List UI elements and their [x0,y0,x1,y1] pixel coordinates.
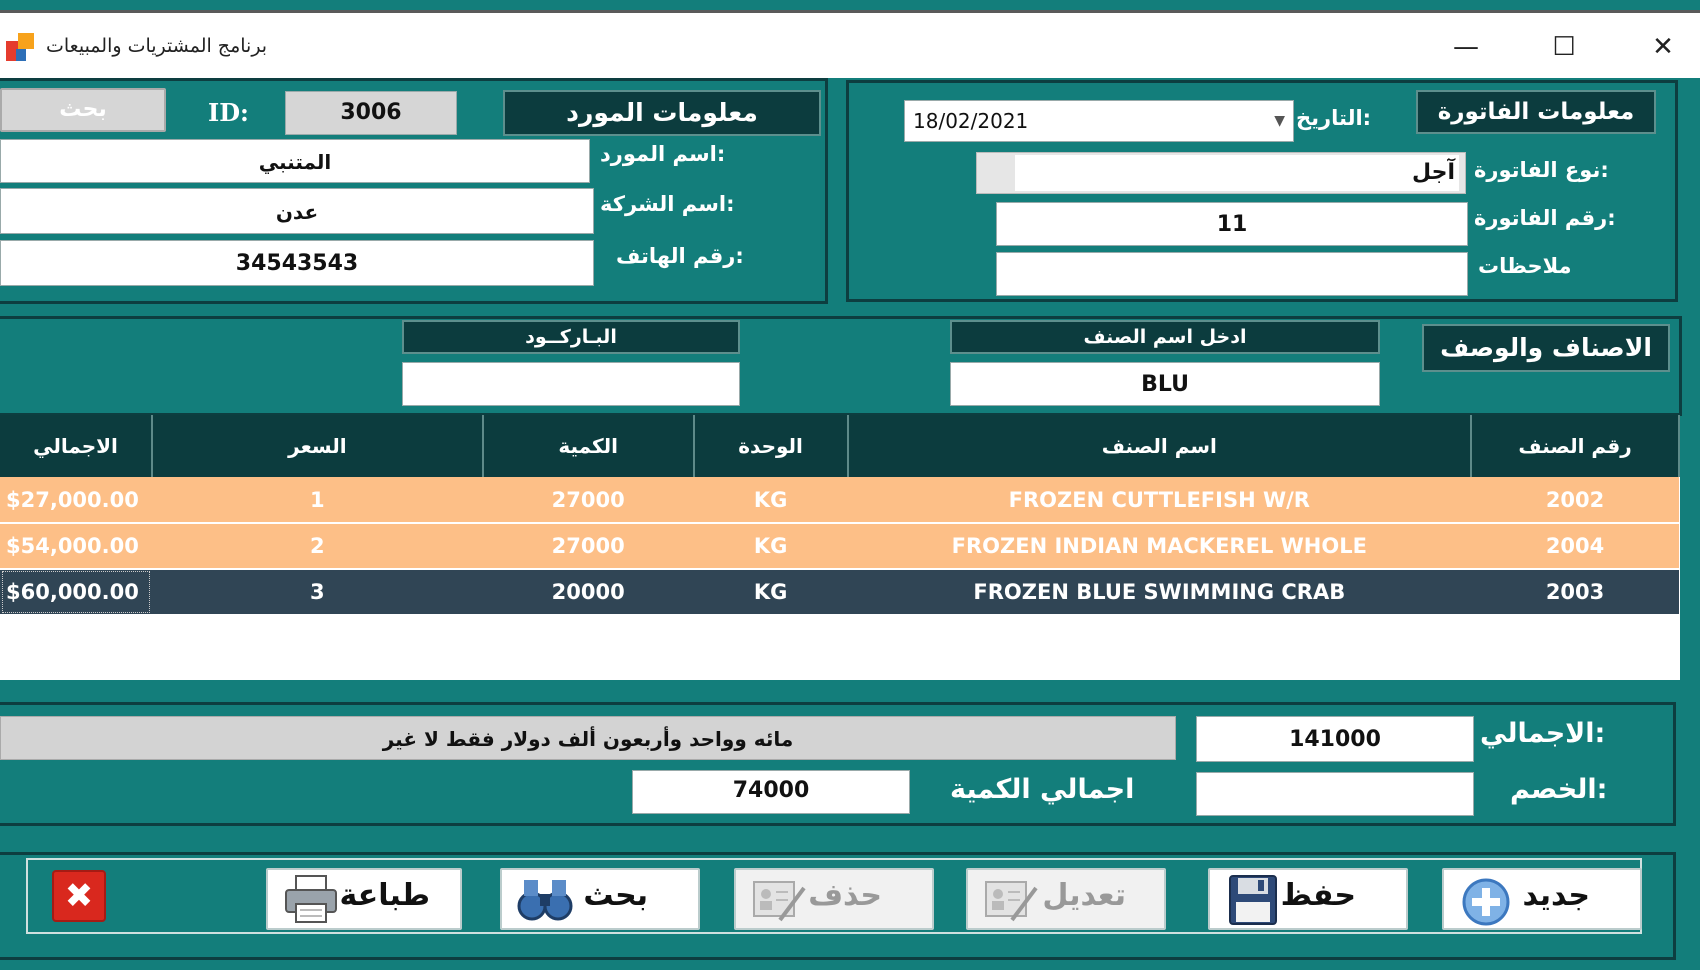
company-name-label: :اسم الشركة [600,192,735,216]
app-icon [4,31,38,65]
invoice-type-select[interactable] [976,152,1466,194]
cell-item-name: FROZEN BLUE SWIMMING CRAB [848,569,1472,615]
edit-card-icon [750,874,808,926]
close-icon: ✖ [64,876,94,916]
invoice-header: معلومات الفاتورة [1416,90,1656,134]
supplier-name-label: :اسم المورد [600,142,726,166]
cell-item-code: 2003 [1471,569,1679,615]
total-label: :الاجمالي [1480,718,1606,749]
supplier-header: معلومات المورد [503,90,821,136]
window-title: برنامج المشتريات والمبيعات [46,35,268,57]
cell-item-code: 2002 [1471,477,1679,523]
col-unit[interactable]: الوحدة [694,415,848,477]
close-icon[interactable]: ✕ [1652,32,1674,62]
total-quantity-field[interactable]: 74000 [632,770,910,814]
new-label: جديد [1522,878,1590,913]
phone-field[interactable]: 34543543 [0,240,594,286]
grid-header-row [0,415,1679,477]
table-row[interactable] [0,523,1679,569]
cell-unit: KG [694,477,848,523]
edit-button[interactable] [966,868,1166,930]
col-item-code[interactable]: رقم الصنف [1471,415,1679,477]
cell-total: $60,000.00 [0,569,152,615]
barcode-input[interactable] [402,362,740,406]
table-row[interactable] [0,477,1679,523]
date-label: :التاريخ [1296,106,1372,130]
col-price[interactable]: السعر [152,415,483,477]
cell-unit: KG [694,523,848,569]
save-button[interactable] [1208,868,1408,930]
id-label: ID: [208,98,249,127]
maximize-icon[interactable]: ☐ [1552,32,1576,62]
cell-qty: 27000 [483,477,694,523]
cell-qty: 27000 [483,523,694,569]
discount-field[interactable] [1196,772,1474,816]
cell-price: 1 [152,477,483,523]
delete-button[interactable] [734,868,934,930]
supplier-name-field[interactable]: المتنبي [0,139,590,183]
search-label: بحث [583,878,648,913]
item-name-input[interactable]: BLU [950,362,1380,406]
cell-total: $27,000.00 [0,477,152,523]
chevron-down-icon[interactable]: ▼ [1274,113,1285,129]
cell-price: 3 [152,569,483,615]
col-item-name[interactable]: اسم الصنف [848,415,1472,477]
binoculars-icon [516,874,574,926]
edit-label: تعديل [1042,878,1126,913]
supplier-search-button[interactable]: بحث [0,88,166,132]
cell-item-name: FROZEN CUTTLEFISH W/R [848,477,1472,523]
edit-card-icon [982,874,1040,926]
cell-item-code: 2004 [1471,523,1679,569]
floppy-disk-icon [1224,874,1282,926]
cell-qty: 20000 [483,569,694,615]
cell-price: 2 [152,523,483,569]
company-name-field[interactable]: عدن [0,188,594,234]
barcode-label: البـاركــود [402,320,740,354]
total-quantity-label: اجمالي الكمية [950,774,1135,805]
delete-label: حذف [808,878,882,913]
id-field[interactable]: 3006 [285,91,457,135]
items-header: الاصناف والوصف [1422,324,1670,372]
invoice-type-value: آجل [1015,155,1459,191]
table-row-selected[interactable] [0,569,1679,615]
notes-label: ملاحظات [1478,254,1572,278]
print-button[interactable] [266,868,462,930]
printer-icon [282,874,340,926]
invoice-number-field[interactable]: 11 [996,202,1468,246]
save-label: حفظ [1280,878,1356,913]
total-field[interactable]: 141000 [1196,716,1474,762]
discount-label: :الخصم [1510,774,1608,805]
phone-label: :رقم الهاتف [616,244,744,268]
minimize-icon[interactable]: — [1453,32,1479,62]
invoice-number-label: :رقم الفاتورة [1474,206,1616,230]
items-grid[interactable] [0,415,1680,680]
invoice-type-label: :نوع الفاتورة [1474,158,1609,182]
col-total[interactable]: الاجمالي [0,415,152,477]
title-bar [0,10,1700,78]
cell-unit: KG [694,569,848,615]
exit-button[interactable] [52,870,106,922]
print-label: طباعة [339,878,430,913]
item-name-label: ادخل اسم الصنف [950,320,1380,354]
col-qty[interactable]: الكمية [483,415,694,477]
date-value: 18/02/2021 [913,109,1029,133]
new-button[interactable] [1442,868,1642,930]
cell-item-name: FROZEN INDIAN MACKEREL WHOLE [848,523,1472,569]
search-button[interactable] [500,868,700,930]
date-picker[interactable] [904,100,1294,142]
cell-total: $54,000.00 [0,523,152,569]
plus-icon [1458,874,1516,926]
notes-field[interactable] [996,252,1468,296]
amount-in-words: مائه وواحد وأربعون ألف دولار فقط لا غير [0,716,1176,760]
